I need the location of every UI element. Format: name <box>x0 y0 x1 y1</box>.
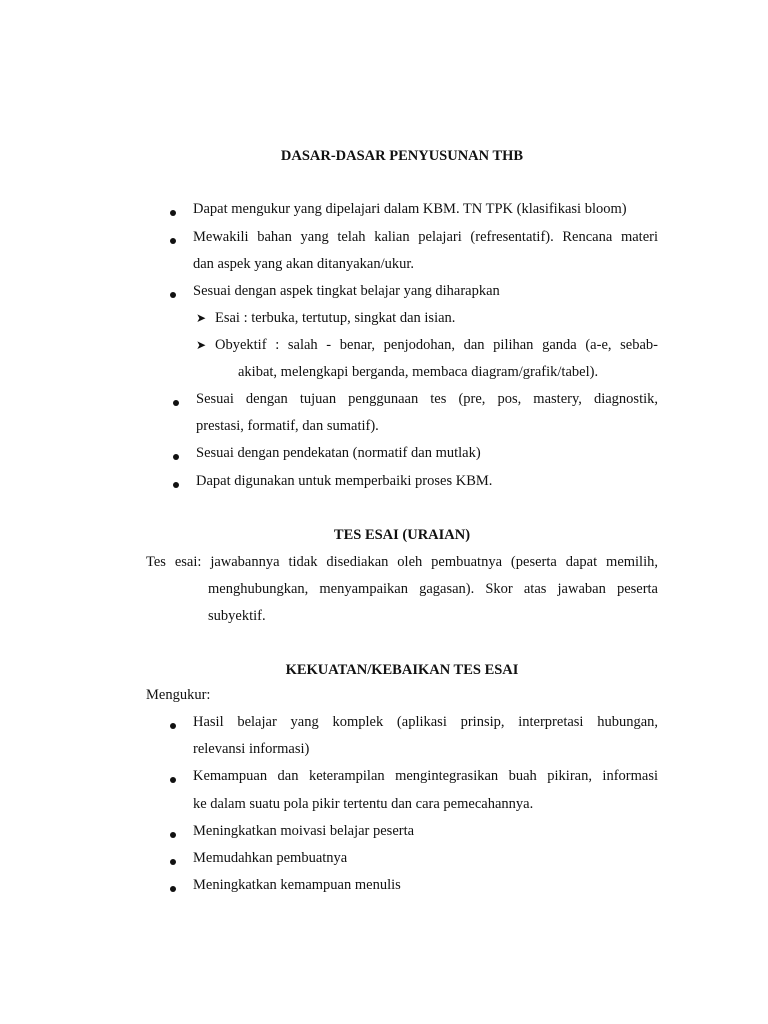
sub-list-item: Esai : terbuka, tertutup, singkat dan isian. <box>215 310 456 326</box>
bullet <box>170 238 176 244</box>
bullet <box>173 482 179 488</box>
list-item: Dapat mengukur yang dipelajari dalam KBM. TN TPK (klasifikasi bloom) <box>193 201 627 217</box>
section-title-dasar: DASAR-DASAR PENYUSUNAN THB <box>280 148 524 164</box>
list-item: Meningkatkan kemampuan menulis <box>193 877 401 893</box>
paragraph-line: subyektif. <box>208 608 266 624</box>
sub-list-item-line: Obyektif : salah - benar, penjodohan, dan pilihan ganda (a-e, sebab- <box>215 337 658 353</box>
section-title-kekuatan: KEKUATAN/KEBAIKAN TES ESAI <box>285 662 519 678</box>
bullet <box>170 832 176 838</box>
bullet <box>170 859 176 865</box>
bullet <box>170 886 176 892</box>
intro-text: Mengukur: <box>146 687 211 703</box>
list-item-line: prestasi, formatif, dan sumatif). <box>196 418 379 434</box>
list-item-line: Kemampuan dan keterampilan mengintegrasikan buah pikiran, informasi <box>193 768 658 784</box>
bullet <box>170 210 176 216</box>
list-item-line: dan aspek yang akan ditanyakan/ukur. <box>193 256 415 272</box>
paragraph-line: Tes esai: jawabannya tidak disediakan oleh pembuatnya (peserta dapat memilih, <box>146 554 658 570</box>
bullet <box>170 292 176 298</box>
list-item: Memudahkan pembuatnya <box>193 850 348 866</box>
list-item: Dapat digunakan untuk memperbaiki proses KBM. <box>196 473 493 489</box>
list-item: Meningkatkan moivasi belajar peserta <box>193 823 415 839</box>
section-title-tes-esai: TES ESAI (URAIAN) <box>333 527 471 543</box>
bullet <box>173 454 179 460</box>
list-item-line: ke dalam suatu pola pikir tertentu dan cara pemecahannya. <box>193 796 534 812</box>
paragraph-line: menghubungkan, menyampaikan gagasan). Skor atas jawaban peserta <box>208 581 658 597</box>
list-item-line: Mewakili bahan yang telah kalian pelajari (refresentatif). Rencana materi <box>193 229 658 245</box>
bullet <box>170 777 176 783</box>
list-item-line: Hasil belajar yang komplek (aplikasi prinsip, interpretasi hubungan, <box>193 714 658 730</box>
bullet <box>170 723 176 729</box>
sub-list-item-line: akibat, melengkapi berganda, membaca diagram/grafik/tabel). <box>238 364 599 380</box>
list-item: Sesuai dengan aspek tingkat belajar yang diharapkan <box>193 283 500 299</box>
list-item-line: relevansi informasi) <box>193 741 310 757</box>
arrow-bullet-icon: ➤ <box>196 311 207 325</box>
list-item-line: Sesuai dengan tujuan penggunaan tes (pre, pos, mastery, diagnostik, <box>196 391 658 407</box>
bullet <box>173 400 179 406</box>
arrow-bullet-icon: ➤ <box>196 338 207 352</box>
list-item: Sesuai dengan pendekatan (normatif dan mutlak) <box>196 445 481 461</box>
